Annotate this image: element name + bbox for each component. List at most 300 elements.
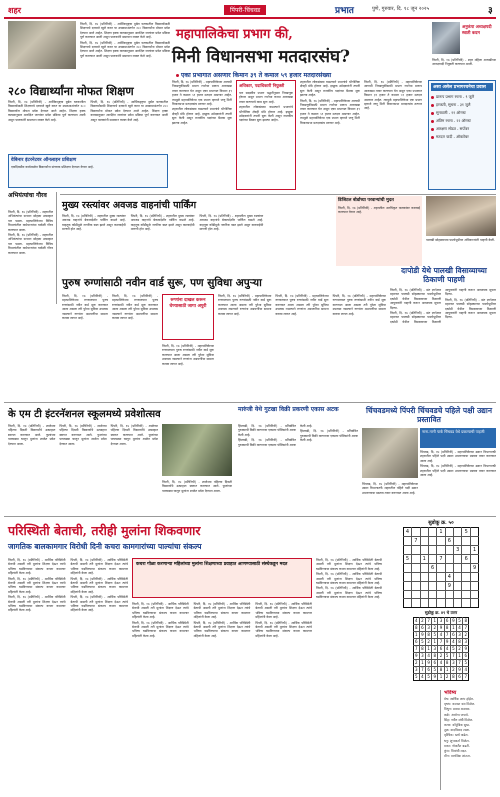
bottom-paragraph-7: पिंपरी, दि. १७ (प्रतिनिधी) - आर्थिक परिस्थिती बेताची असली तरी मुलांना शिक्षण देऊन त्यांचे भविष्य घडविण्याचा संकल्प कचरा कामगार महिलांनी केला आहे.: [132, 602, 189, 620]
ward-timeline-item-text: अंतिम रचना - २२ ऑगस्ट: [436, 118, 471, 123]
bottom-paragraph-11: पिंपरी, दि. १७ (प्रतिनिधी) - आर्थिक परिस्थिती बेताची असली तरी मुलांना शिक्षण देऊन त्यांचे भविष्य घडविण्याचा संकल्प कचरा कामगार महिलांनी केला आहे.: [255, 602, 312, 620]
sudoku-solution-cell: 8: [427, 631, 430, 637]
horoscope-title: भविष्य: [444, 690, 457, 696]
sudoku-solution-cell: 9: [421, 631, 424, 637]
sudoku-cell: [420, 528, 428, 537]
sudoku-cell: [462, 564, 470, 573]
sudoku-cell: [420, 537, 428, 546]
sudoku-solution-cell: 2: [464, 631, 468, 637]
sudoku-solution-cell: 9: [439, 624, 443, 630]
sudoku-solution-cell: 9: [464, 645, 468, 651]
sudoku-solution-cell: 3: [464, 638, 468, 644]
bottom-paragraph-2: पिंपरी, दि. १७ (प्रतिनिधी) - आर्थिक परिस्थिती बेताची असली तरी मुलांना शिक्षण देऊन त्यांचे भविष्य घडविण्याचा संकल्प कचरा कामगार महिलांनी केला आहे.: [8, 576, 66, 594]
sudoku-cell: [428, 528, 436, 537]
sudoku-title: सुडोकू क्र. ५०: [428, 520, 454, 526]
bottom-paragraph-14: पिंपरी, दि. १७ (प्रतिनिधी) - आर्थिक परिस्थिती बेताची असली तरी मुलांना शिक्षण देऊन त्यांचे भविष्य घडविण्याचा संकल्प कचरा कामगार महिलांनी केला आहे.: [316, 572, 382, 586]
main-body-3-p: पिंपरी, दि. १७ (प्रतिनिधी) - महापालिकेच्या आगामी निवडणुकीसाठी प्रभाग रचनेचा प्रारूप आराखडा तयार करण्यात येत असून एका प्रभागात किमान ३९ हजार ते कमाल ५९ हजार मतदार असणार आहेत. त्यामुळे महापालिकेचा एक प्रभाग म्हणजे जणू मिनी विधानसभा मतदारसंघ ठरणार आहे.: [364, 80, 422, 111]
dapodi-paragraph-3: पिंपरी, दि. १७ (प्रतिनिधी) - संत ज्ञानेश्वर महाराज पालखी सोहळ्याच्या पार्श्वभूमीवर दापोडी येथील विसाव्याच्या ठिकाणी आयुक्तांनी पाहणी करून आवश्यक सूचना दिल्या.: [445, 297, 496, 320]
hospital-body-2: [162, 344, 214, 394]
sudoku-row: [403, 573, 479, 582]
sudoku-solution-cell: 6: [433, 659, 437, 665]
lead-left-headline: २८० विद्यार्थ्यांना मोफत शिक्षण: [8, 84, 134, 98]
sudoku-cell: [454, 573, 462, 582]
sudoku-solution-cell: 5: [464, 659, 468, 665]
main-inset-box: [236, 80, 296, 190]
main-inset-p2: शहरातील लोकसंख्या वाढल्याने प्रभागांचे भौगोलिक क्षेत्रही मोठे होणार आहे. इच्छुक उमेदवारांनी तयारी सुरू केली असून राजकीय पक्षांच्या बैठका सुरू झाल्या आहेत.: [239, 105, 293, 123]
left-col2-paragraph: पिंपरी, दि. १७ (प्रतिनिधी) - शहरातील अभियंत्यांचा सन्मान सोहळा उत्साहात पार पडला. महापालिकेच्या विविध विभागांतील कर्मचाऱ्यांचा यावेळी गौरव करण्यात आला.: [8, 210, 53, 232]
main-subhead: [176, 70, 426, 79]
sudoku-cell: [412, 573, 420, 582]
ward-timeline-list: [431, 94, 493, 139]
horoscope-item: वृश्चिक: खर्च वाढेल.: [444, 733, 469, 738]
sudoku-solution-cell: 8: [421, 645, 424, 651]
sudoku-cell: [420, 591, 428, 599]
sudoku-cell: 7: [412, 537, 420, 546]
horoscope-item: वृषभ: कामात यश मिळेल.: [444, 702, 476, 707]
bottom-paragraph-4: पिंपरी, दि. १७ (प्रतिनिधी) - आर्थिक परिस्थिती बेताची असली तरी मुलांना शिक्षण देऊन त्यांचे भविष्य घडविण्याचा संकल्प कचरा कामगार महिलांनी केला आहे.: [70, 558, 128, 576]
sudoku-cell: [445, 546, 453, 555]
sudoku-cell: [462, 537, 470, 546]
bottom-callout-text: कचरा गोळा करणाऱ्या महिलांच्या मुलांना शिक्षणाच्या प्रवाहात आणण्यासाठी संस्थेकडून मदत: [136, 562, 288, 567]
hospital-paragraph-3: पिंपरी, दि. १७ (प्रतिनिधी) - महापालिकेच्या रुग्णालयात पुरुष रुग्णांसाठी नवीन वार्ड सुरू करण्यात आला असला तरी पुरेशा सुविधा उपलब्ध नसल्याने रुग्णांना अडचणींचा सामना करावा लागत आहे.: [162, 344, 214, 366]
sudoku-solution-cell: 4: [452, 638, 455, 644]
sudoku-solution-row: [413, 631, 469, 638]
divider-h-1: [60, 194, 496, 195]
sudoku-cell: [428, 573, 436, 582]
main-headline: मिनी विधानसभा मतदारसंघ?: [172, 47, 350, 67]
school-headline: के एम टी इंटरनॅशनल स्कूलमध्ये प्रवेशोत्सव: [8, 409, 161, 420]
division-box: [336, 196, 422, 266]
dapodi-photo: [426, 196, 496, 236]
sudoku-row: [403, 599, 479, 607]
sudoku-solution-cell: 6: [452, 631, 455, 637]
sudoku-cell: [403, 546, 411, 555]
sudoku-solution-cell: 5: [433, 666, 437, 672]
main-kicker: महापालिकेचा प्रभाग की,: [176, 27, 293, 42]
sudoku-solution-cell: 2: [458, 645, 461, 651]
sudoku-solution-cell: 8: [414, 624, 418, 630]
sudoku-cell: [412, 528, 420, 537]
ward-timeline-box: [428, 80, 496, 190]
sudoku-cell: [454, 564, 462, 573]
bottom-paragraph-12: पिंपरी, दि. १७ (प्रतिनिधी) - आर्थिक परिस्थिती बेताची असली तरी मुलांना शिक्षण देऊन त्यांचे भविष्य घडविण्याचा संकल्प कचरा कामगार महिलांनी केला आहे.: [255, 620, 312, 638]
sudoku-cell: 1: [470, 546, 478, 555]
sudoku-cell: 4: [445, 573, 453, 582]
sudoku-solution-cell: 4: [464, 666, 468, 672]
bottom-paragraph-5: पिंपरी, दि. १७ (प्रतिनिधी) - आर्थिक परिस्थिती बेताची असली तरी मुलांना शिक्षण देऊन त्यांचे भविष्य घडविण्याचा संकल्प कचरा कामगार महिलांनी केला आहे.: [70, 576, 128, 594]
school-paragraph-4: पिंपरी, दि. १७ (प्रतिनिधी) - शाळेच्या पहिल्या दिवशी विद्यार्थ्यांचे उत्साहात स्वागत करण्यात आले. फुलांच्या पायघड्या घालून मुलांना शाळेत प्रवेश देण्यात आला.: [162, 480, 232, 493]
division-body: पिंपरी, दि. १७ (प्रतिनिधी) - शहरातील अनधिकृत फलकांवर कारवाई करण्यात येणार आहे.: [338, 205, 420, 214]
garden-paragraph-3: चिंचवड, दि. १७ (प्रतिनिधी) - महापालिकेच्या उद्यान विभागातर्फे शहरातील पहिले पक्षी उद्यान उभारण्याचा प्रस्ताव तयार करण्यात आला आहे.: [362, 482, 418, 495]
webinar-box: [8, 154, 168, 188]
garden-headline: चिंचवडमध्ये पिंपरी चिंचवडचे पहिले पक्षी उद्यान प्रस्तावित: [365, 406, 493, 424]
sudoku-cell: 4: [403, 528, 411, 537]
sudoku-solution-cell: 1: [458, 652, 461, 658]
section-center-label: पिंपरी-चिंचवड: [224, 5, 266, 15]
sudoku-solution-cell: 1: [427, 645, 430, 651]
sudoku-solution-row: [413, 659, 469, 666]
hospital-paragraph-5: पिंपरी, दि. १७ (प्रतिनिधी) - महापालिकेच्या रुग्णालयात पुरुष रुग्णांसाठी नवीन वार्ड सुरू करण्यात आला असला तरी पुरेशा सुविधा उपलब्ध नसल्याने रुग्णांना अडचणींचा सामना करावा लागत आहे.: [275, 294, 329, 316]
sudoku-solution-row: [413, 638, 469, 645]
masthead: [0, 0, 500, 20]
horoscope-item: मीन: मानसिक शांतता.: [444, 754, 471, 759]
school-photo: [162, 424, 232, 476]
sudoku-cell: [428, 582, 436, 591]
sudoku-cell: 6: [445, 537, 453, 546]
bottom-headline: परिस्थिती बेताची, तरीही मुलांना शिकवणार: [8, 523, 201, 538]
horoscope-panel: [440, 690, 496, 790]
sudoku-solution-cell: 2: [414, 659, 418, 665]
sudoku-solution-cell: 7: [464, 624, 468, 630]
garden-paragraph: चिंचवड, दि. १७ (प्रतिनिधी) - महापालिकेच्या उद्यान विभागातर्फे शहरातील पहिले पक्षी उद्यान उभारण्याचा प्रस्ताव तयार करण्यात आला आहे.: [420, 450, 496, 463]
sudoku-cell: [420, 582, 428, 591]
hospital-headline: पुरुष रुग्णांसाठी नवीन वार्ड सुरू, पण सुविधा अपुऱ्या: [62, 277, 262, 289]
sudoku-solution-row: [413, 617, 469, 624]
sudoku-solution-cell: 9: [414, 652, 418, 658]
sudoku-cell: [445, 599, 453, 607]
sudoku-solution-cell: 6: [427, 666, 430, 672]
horoscope-item: मेष: आर्थिक लाभ होईल.: [444, 697, 474, 701]
sudoku-solution-cell: 5: [433, 631, 437, 637]
horoscope-item: कन्या: कौटुंबिक सुख.: [444, 723, 470, 728]
left-intro-text: [80, 22, 170, 80]
sudoku-cell: [454, 528, 462, 537]
sudoku-solution-cell: 9: [445, 638, 449, 644]
bullet-icon: [176, 74, 179, 77]
sudoku-solution-cell: 6: [421, 624, 424, 630]
main-body-2-p: शहरातील लोकसंख्या वाढल्याने प्रभागांचे भौगोलिक क्षेत्रही मोठे होणार आहे. इच्छुक उमेदवारांनी तयारी सुरू केली असून राजकीय पक्षांच्या बैठका सुरू झाल्या आहेत.: [300, 80, 360, 98]
bottom-paragraph-13: पिंपरी, दि. १७ (प्रतिनिधी) - आर्थिक परिस्थिती बेताची असली तरी मुलांना शिक्षण देऊन त्यांचे भविष्य घडविण्याचा संकल्प कचरा कामगार महिलांनी केला आहे.: [316, 558, 382, 571]
sudoku-cell: [462, 599, 470, 607]
sudoku-solution-cell: 5: [458, 617, 461, 623]
ward-timeline-item-text: मतदार यादी - ऑक्टोबर: [436, 134, 469, 139]
sudoku-solution-cell: 1: [439, 673, 443, 679]
hospital-body-1: [62, 294, 158, 394]
page-number: ३: [488, 6, 493, 16]
sudoku-solution-grid: [413, 617, 470, 681]
main-inset-body: [239, 91, 293, 123]
sudoku-cell: 6: [428, 564, 436, 573]
sudoku-cell: [428, 591, 436, 599]
left-col2-paragraph-2: पिंपरी, दि. १७ (प्रतिनिधी) - शहरातील अभियंत्यांचा सन्मान सोहळा उत्साहात पार पडला. महापालिकेच्या विविध विभागांतील कर्मचाऱ्यांचा यावेळी गौरव करण्यात आला.: [8, 233, 53, 255]
left-col2-body: [8, 210, 53, 302]
main-body-1-p: पिंपरी, दि. १७ (प्रतिनिधी) - महापालिकेच्या आगामी निवडणुकीसाठी प्रभाग रचनेचा प्रारूप आराखडा तयार करण्यात येत असून एका प्रभागात किमान ३९ हजार ते कमाल ५९ हजार मतदार असणार आहेत. त्यामुळे महापालिकेचा एक प्रभाग म्हणजे जणू मिनी विधानसभा मतदारसंघ ठरणार आहे.: [172, 80, 232, 107]
sudoku-solution-cell: 8: [458, 638, 461, 644]
bottom-paragraph: पिंपरी, दि. १७ (प्रतिनिधी) - आर्थिक परिस्थिती बेताची असली तरी मुलांना शिक्षण देऊन त्यांचे भविष्य घडविण्याचा संकल्प कचरा कामगार महिलांनी केला आहे.: [8, 558, 66, 576]
sudoku-solution-cell: 7: [414, 645, 418, 651]
section-left-label: शहर: [8, 5, 21, 15]
main-inset-title: अधिकार, पदाधिकारी नियुक्ती: [239, 83, 285, 88]
sudoku-solution-cell: 6: [445, 617, 449, 623]
sudoku-solution-cell: 1: [433, 638, 437, 644]
parking-headline: मुख्य रस्त्यांवर अवजड वाहनांची पार्किंग: [62, 200, 197, 211]
gutkha-paragraph-2: हिंजवडी, दि. १७ (प्रतिनिधी) - प्रतिबंधित गुटख्याची विक्री करणाऱ्या एकाला पोलिसांनी अटक केली आहे.: [238, 424, 313, 447]
dateline: पुणे, गुरुवार, दि. १८ जून २०२५: [372, 6, 430, 12]
sudoku-solution-cell: 3: [458, 631, 461, 637]
sudoku-row: [403, 582, 479, 591]
sudoku-solution-cell: 7: [427, 617, 430, 623]
sudoku-solution-cell: 1: [445, 666, 449, 672]
sudoku-cell: [437, 564, 445, 573]
sudoku-cell: [403, 573, 411, 582]
sudoku-row: [403, 591, 479, 599]
masthead-rule: [4, 17, 496, 19]
divider-v-1: [56, 192, 57, 304]
bullet-icon: [431, 112, 434, 115]
hospital-body-3: [218, 294, 386, 394]
sudoku-solution-cell: 1: [421, 659, 424, 665]
students-photo: [8, 21, 76, 69]
sudoku-solution-cell: 2: [433, 624, 437, 630]
sudoku-solution-cell: 6: [414, 638, 418, 644]
lead-left-paragraph: पिंपरी, दि. १७ (प्रतिनिधी) - आर्थिकदृष्ट्या दुर्बल घटकातील विद्यार्थ्यांसाठी शिक्षणाचे दरवाजे खुले करत या उपक्रमाअंतर्गत २८० विद्यार्थ्यांना मोफत प्रवेश देण्यात आले आहेत. शिक्षण हक्क कायद्यानुसार आरक्षित जागांवर प्रवेश प्रक्रिया पूर्ण करण्यात आली असून पालकांनी समाधान व्यक्त केले आहे.: [8, 100, 86, 122]
left-intro-paragraph-cont: पिंपरी, दि. १७ (प्रतिनिधी) - आर्थिकदृष्ट्या दुर्बल घटकातील विद्यार्थ्यांसाठी शिक्षणाचे दरवाजे खुले करत या उपक्रमाअंतर्गत २८० विद्यार्थ्यांना मोफत प्रवेश देण्यात आले आहेत. शिक्षण हक्क कायद्यानुसार आरक्षित जागांवर प्रवेश प्रक्रिया पूर्ण करण्यात आली असून पालकांनी समाधान व्यक्त केले आहे.: [80, 40, 170, 58]
hospital-paragraph-4: पिंपरी, दि. १७ (प्रतिनिधी) - महापालिकेच्या रुग्णालयात पुरुष रुग्णांसाठी नवीन वार्ड सुरू करण्यात आला असला तरी पुरेशा सुविधा उपलब्ध नसल्याने रुग्णांना अडचणींचा सामना करावा लागत आहे.: [218, 294, 272, 316]
sudoku-solution-cell: 3: [439, 617, 443, 623]
sudoku-solution-cell: 8: [445, 659, 449, 665]
sudoku-row: [403, 537, 479, 546]
hospital-callout: [162, 294, 214, 340]
sudoku-cell: 6: [462, 555, 470, 564]
sudoku-solution-cell: 4: [458, 624, 461, 630]
sudoku-solution-title: सुडोकू क्र. ४९ चे उत्तर: [424, 609, 458, 615]
sudoku-solution-cell: 5: [414, 673, 418, 679]
sudoku-solution-row: [413, 666, 469, 673]
sudoku-solution-cell: 6: [439, 645, 443, 651]
garden-paragraph-2: चिंचवड, दि. १७ (प्रतिनिधी) - महापालिकेच्या उद्यान विभागातर्फे शहरातील पहिले पक्षी उद्यान उभारण्याचा प्रस्ताव तयार करण्यात आला आहे.: [420, 464, 496, 478]
bullet-icon: [431, 120, 434, 123]
horoscope-item: धनु: शुभवार्ता मिळेल.: [444, 738, 470, 743]
sudoku-solution-cell: 4: [427, 652, 430, 658]
sudoku-solution-cell: 4: [439, 631, 443, 637]
ward-timeline-item: [431, 134, 493, 139]
horoscope-item: सिंह: नवीन संधी मिळेल.: [444, 717, 474, 722]
sudoku-cell: [412, 555, 420, 564]
sudoku-cell: [470, 537, 478, 546]
garden-caption: नाना-नानी पार्क चिंचवड येथे प्रकल्पाची पाहणी: [422, 429, 485, 434]
bottom-body-2: [132, 602, 312, 790]
school-paragraph: पिंपरी, दि. १७ (प्रतिनिधी) - शाळेच्या पहिल्या दिवशी विद्यार्थ्यांचे उत्साहात स्वागत करण्यात आले. फुलांच्या पायघड्या घालून मुलांना शाळेत प्रवेश देण्यात आला.: [8, 424, 56, 446]
horoscope-item: मकर: नोकरीत बढती.: [444, 743, 470, 748]
sudoku-cell: [412, 546, 420, 555]
sudoku-cell: [454, 555, 462, 564]
sudoku-row: [403, 564, 479, 573]
ward-timeline-item: [431, 94, 493, 99]
divider-h-3: [4, 516, 496, 517]
hospital-paragraph-6: पिंपरी, दि. १७ (प्रतिनिधी) - महापालिकेच्या रुग्णालयात पुरुष रुग्णांसाठी नवीन वार्ड सुरू करण्यात आला असला तरी पुरेशा सुविधा उपलब्ध नसल्याने रुग्णांना अडचणींचा सामना करावा लागत आहे.: [332, 294, 386, 316]
sudoku-solution-cell: 9: [458, 666, 461, 672]
bottom-paragraph-3: पिंपरी, दि. १७ (प्रतिनिधी) - आर्थिक परिस्थिती बेताची असली तरी मुलांना शिक्षण देऊन त्यांचे भविष्य घडविण्याचा संकल्प कचरा कामगार महिलांनी केला आहे.: [8, 595, 66, 613]
parking-body: [62, 214, 332, 264]
garden-body-2: [362, 482, 418, 512]
dapodi-body: [390, 288, 496, 400]
sudoku-cell: [445, 528, 453, 537]
sudoku-cell: 3: [454, 546, 462, 555]
sudoku-solution-row: [413, 652, 469, 659]
sudoku-cell: [445, 591, 453, 599]
sudoku-cell: [412, 591, 420, 599]
sudoku-solution-cell: 5: [445, 652, 449, 658]
sudoku-cell: [470, 599, 478, 607]
sudoku-solution-cell: 7: [421, 666, 424, 672]
brand-logo: प्रभात: [335, 6, 354, 16]
sudoku-solution-cell: 1: [452, 624, 455, 630]
ward-timeline-item-text: आरक्षण सोडत - सप्टेंबर: [436, 126, 470, 131]
bottom-body-3: [316, 558, 382, 790]
sudoku-solution-cell: 3: [427, 624, 430, 630]
parking-paragraph: पिंपरी, दि. १७ (प्रतिनिधी) - शहरातील मुख्य रस्त्यांवर अवजड वाहनांचे बेकायदेशीर पार्किंग वाढले आहे. वाहतूक कोंडीमुळे नागरिक त्रस्त झाले असून कारवाईची मागणी होत आहे.: [62, 214, 126, 232]
webinar-box-body: एकदिवसीय कार्यशाळेत विद्यार्थ्यांना संगणक प्रशिक्षण देण्यात येणार आहे.: [11, 165, 94, 169]
school-paragraph-2: पिंपरी, दि. १७ (प्रतिनिधी) - शाळेच्या पहिल्या दिवशी विद्यार्थ्यांचे उत्साहात स्वागत करण्यात आले. फुलांच्या पायघड्या घालून मुलांना शाळेत प्रवेश देण्यात आला.: [59, 424, 107, 446]
sudoku-cell: [454, 582, 462, 591]
bottom-paragraph-15: पिंपरी, दि. १७ (प्रतिनिधी) - आर्थिक परिस्थिती बेताची असली तरी मुलांना शिक्षण देऊन त्यांचे भविष्य घडविण्याचा संकल्प कचरा कामगार महिलांनी केला आहे.: [316, 586, 382, 600]
sudoku-cell: [445, 555, 453, 564]
sudoku-grid: [403, 527, 480, 608]
dapodi-paragraph-2: पिंपरी, दि. १७ (प्रतिनिधी) - संत ज्ञानेश्वर महाराज पालखी सोहळ्याच्या पार्श्वभूमीवर दापोडी येथील विसाव्याच्या ठिकाणी आयुक्तांनी पाहणी करून आवश्यक सूचना दिल्या.: [390, 288, 496, 324]
sudoku-row: [403, 555, 479, 564]
sudoku-solution-cell: 3: [452, 659, 455, 665]
sudoku-solution-cell: 4: [439, 659, 443, 665]
sudoku-solution-cell: 2: [445, 673, 449, 679]
sudoku-solution-cell: 5: [427, 673, 430, 679]
sudoku-cell: [462, 573, 470, 582]
sudoku-solution-cell: 7: [464, 673, 468, 679]
sudoku-cell: [462, 546, 470, 555]
garden-body: [420, 450, 496, 512]
school-paragraph-3: पिंपरी, दि. १७ (प्रतिनिधी) - शाळेच्या पहिल्या दिवशी विद्यार्थ्यांचे उत्साहात स्वागत करण्यात आले. फुलांच्या पायघड्या घालून मुलांना शाळेत प्रवेश देण्यात आला.: [110, 424, 158, 446]
sudoku-cell: [403, 564, 411, 573]
sudoku-solution-cell: 4: [421, 673, 424, 679]
main-body-2-p2: पिंपरी, दि. १७ (प्रतिनिधी) - महापालिकेच्या आगामी निवडणुकीसाठी प्रभाग रचनेचा प्रारूप आराखडा तयार करण्यात येत असून एका प्रभागात किमान ३९ हजार ते कमाल ५९ हजार मतदार असणार आहेत. त्यामुळे महापालिकेचा एक प्रभाग म्हणजे जणू मिनी विधानसभा मतदारसंघ ठरणार आहे.: [300, 98, 360, 125]
side-story-title: अनुकंपा अध्यक्षपदी स्वाती कदम: [462, 24, 492, 35]
sudoku-cell: 1: [437, 528, 445, 537]
sudoku-solution-cell: 2: [452, 666, 455, 672]
ward-timeline-item-text: सुनावणी - ११ ऑगस्ट: [436, 110, 466, 115]
sudoku-solution-cell: 9: [452, 617, 455, 623]
sudoku-cell: [470, 591, 478, 599]
sudoku-solution-row: [413, 624, 469, 631]
horoscope-item: कर्क: आरोग्य जपावे.: [444, 712, 469, 717]
sudoku-cell: [437, 537, 445, 546]
sudoku-solution-cell: 9: [427, 659, 430, 665]
ward-timeline-item-text: प्रारूप प्रभाग रचना - ९ जुलै: [436, 94, 475, 99]
sudoku-solution-cell: 6: [464, 652, 468, 658]
side-story-body: पिंपरी, दि. १७ (प्रतिनिधी) - शहर महिला आघाडीच्या अध्यक्षपदी नियुक्ती करण्यात आली.: [432, 58, 496, 67]
ward-timeline-item-text: हरकती, सूचना - ३१ जुलै: [436, 102, 471, 107]
sudoku-cell: [412, 582, 420, 591]
sudoku-solution-cell: 7: [439, 638, 443, 644]
main-inset-p: चार सदस्यीय प्रभाग पद्धतीनुसार निवडणूक होणार असून प्रभाग रचनेचा कच्चा आराखडा तयार करण्याचे काम सुरू आहे.: [239, 91, 293, 104]
lead-left-paragraph-2: पिंपरी, दि. १७ (प्रतिनिधी) - आर्थिकदृष्ट्या दुर्बल घटकातील विद्यार्थ्यांसाठी शिक्षणाचे दरवाजे खुले करत या उपक्रमाअंतर्गत २८० विद्यार्थ्यांना मोफत प्रवेश देण्यात आले आहेत. शिक्षण हक्क कायद्यानुसार आरक्षित जागांवर प्रवेश प्रक्रिया पूर्ण करण्यात आली असून पालकांनी समाधान व्यक्त केले आहे.: [90, 100, 168, 122]
horoscope-list: [444, 697, 496, 758]
sudoku-row: [403, 528, 479, 537]
school-body-2: [162, 480, 232, 512]
bullet-icon: [431, 104, 434, 107]
sudoku-cell: 7: [437, 555, 445, 564]
sudoku-solution-cell: 8: [439, 666, 443, 672]
sudoku-cell: [420, 573, 428, 582]
sudoku-solution-cell: 7: [445, 631, 449, 637]
sudoku-solution-cell: 8: [445, 624, 449, 630]
ward-timeline-item: [431, 102, 493, 107]
gutkha-paragraph: हिंजवडी, दि. १७ (प्रतिनिधी) - प्रतिबंधित गुटख्याची विक्री करणाऱ्या एकाला पोलिसांनी अटक केली आहे.: [238, 424, 296, 437]
sudoku-cell: [403, 582, 411, 591]
sudoku-solution-cell: 4: [414, 617, 418, 623]
horoscope-item: तूळ: वादविवाद टाळा.: [444, 728, 471, 733]
profile-photo: [432, 22, 460, 54]
hospital-paragraph-2: पिंपरी, दि. १७ (प्रतिनिधी) - महापालिकेच्या रुग्णालयात पुरुष रुग्णांसाठी नवीन वार्ड सुरू करण्यात आला असला तरी पुरेशा सुविधा उपलब्ध नसल्याने रुग्णांना अडचणींचा सामना करावा लागत आहे.: [112, 294, 158, 321]
sudoku-cell: [428, 546, 436, 555]
garden-caption-box: [420, 428, 496, 448]
garden-photo: [362, 428, 418, 478]
division-headline: डिजिटल बोर्डाच्या परवान्यांची मुदत: [338, 198, 394, 203]
sudoku-cell: [470, 528, 478, 537]
dapodi-caption: पालखी सोहळ्याच्या पार्श्वभूमीवर अधिकाऱ्यांनी पाहणी केली.: [426, 238, 495, 242]
sudoku-cell: [403, 537, 411, 546]
sudoku-solution-cell: 8: [452, 673, 455, 679]
main-body-1: [172, 80, 232, 190]
sudoku-solution-cell: 8: [433, 652, 437, 658]
main-body-2: [300, 80, 360, 190]
ward-timeline-item: [431, 110, 493, 115]
bottom-paragraph-8: पिंपरी, दि. १७ (प्रतिनिधी) - आर्थिक परिस्थिती बेताची असली तरी मुलांना शिक्षण देऊन त्यांचे भविष्य घडविण्याचा संकल्प कचरा कामगार महिलांनी केला आहे.: [132, 620, 189, 638]
parking-paragraph-2: पिंपरी, दि. १७ (प्रतिनिधी) - शहरातील मुख्य रस्त्यांवर अवजड वाहनांचे बेकायदेशीर पार्किंग वाढले आहे. वाहतूक कोंडीमुळे नागरिक त्रस्त झाले असून कारवाईची मागणी होत आहे.: [130, 214, 195, 232]
bottom-paragraph-6: पिंपरी, दि. १७ (प्रतिनिधी) - आर्थिक परिस्थिती बेताची असली तरी मुलांना शिक्षण देऊन त्यांचे भविष्य घडविण्याचा संकल्प कचरा कामगार महिलांनी केला आहे.: [70, 595, 128, 613]
main-subhead-text: एका प्रभागात असणार किमान ३९ ते कमाल ५९ हजार मतदारसंख्या: [181, 72, 332, 79]
sudoku-solution-cell: 7: [452, 652, 455, 658]
left-intro-paragraph: पिंपरी, दि. १७ (प्रतिनिधी) - आर्थिकदृष्ट्या दुर्बल घटकातील विद्यार्थ्यांसाठी शिक्षणाचे दरवाजे खुले करत या उपक्रमाअंतर्गत २८० विद्यार्थ्यांना मोफत प्रवेश देण्यात आले आहेत. शिक्षण हक्क कायद्यानुसार आरक्षित जागांवर प्रवेश प्रक्रिया पूर्ण करण्यात आली असून पालकांनी समाधान व्यक्त केले आहे.: [80, 22, 170, 40]
left-col2-headline: अभियंत्यांचा गौरव: [8, 192, 47, 199]
sudoku-cell: 9: [470, 564, 478, 573]
sudoku-cell: [470, 555, 478, 564]
sudoku-panel: [386, 520, 496, 681]
school-body: [8, 424, 158, 512]
sudoku-cell: [420, 564, 428, 573]
sudoku-cell: [420, 599, 428, 607]
sudoku-cell: [403, 599, 411, 607]
divider-h-2: [4, 402, 496, 403]
lead-left-body: [8, 100, 168, 152]
sudoku-cell: [454, 599, 462, 607]
sudoku-solution-cell: 8: [464, 617, 468, 623]
sudoku-solution-cell: 5: [452, 645, 455, 651]
sudoku-solution-row: [413, 673, 469, 680]
gutkha-paragraph-3: हिंजवडी, दि. १७ (प्रतिनिधी) - प्रतिबंधित गुटख्याची विक्री करणाऱ्या एकाला पोलिसांनी अटक केली आहे.: [300, 429, 358, 443]
ward-timeline-title: असा असेल प्रभागरचनेचा प्रवास: [431, 83, 493, 91]
sudoku-cell: [437, 591, 445, 599]
sudoku-solution-cell: 2: [427, 638, 430, 644]
sudoku-solution-cell: 3: [421, 652, 424, 658]
sudoku-cell: 1: [420, 555, 428, 564]
sudoku-solution-cell: 3: [433, 645, 437, 651]
sudoku-solution-cell: 3: [414, 666, 418, 672]
dapodi-headline: दापोडी येथे पालखी विसाव्याच्या ठिकाणी पाहणी: [401, 266, 487, 284]
sudoku-cell: [470, 582, 478, 591]
bottom-subhead: जागतिक बालकामगार विरोधी दिनी कचरा कामगारांच्या पाल्यांचा संकल्प: [8, 542, 202, 551]
gutkha-headline: मारुंजी येथे गुटखा विक्री प्रकरणी एकास अटक: [238, 406, 339, 413]
sudoku-cell: [420, 546, 428, 555]
horoscope-item: मिथुन: प्रवास टाळावा.: [444, 707, 471, 712]
sudoku-solution-cell: 7: [458, 659, 461, 665]
sudoku-cell: [428, 599, 436, 607]
sudoku-solution-cell: 9: [433, 673, 437, 679]
sudoku-cell: [428, 537, 436, 546]
sudoku-solution-row: [413, 645, 469, 652]
sudoku-cell: [462, 582, 470, 591]
sudoku-cell: [470, 573, 478, 582]
sudoku-solution-cell: 4: [445, 645, 449, 651]
sudoku-solution-cell: 1: [433, 617, 437, 623]
